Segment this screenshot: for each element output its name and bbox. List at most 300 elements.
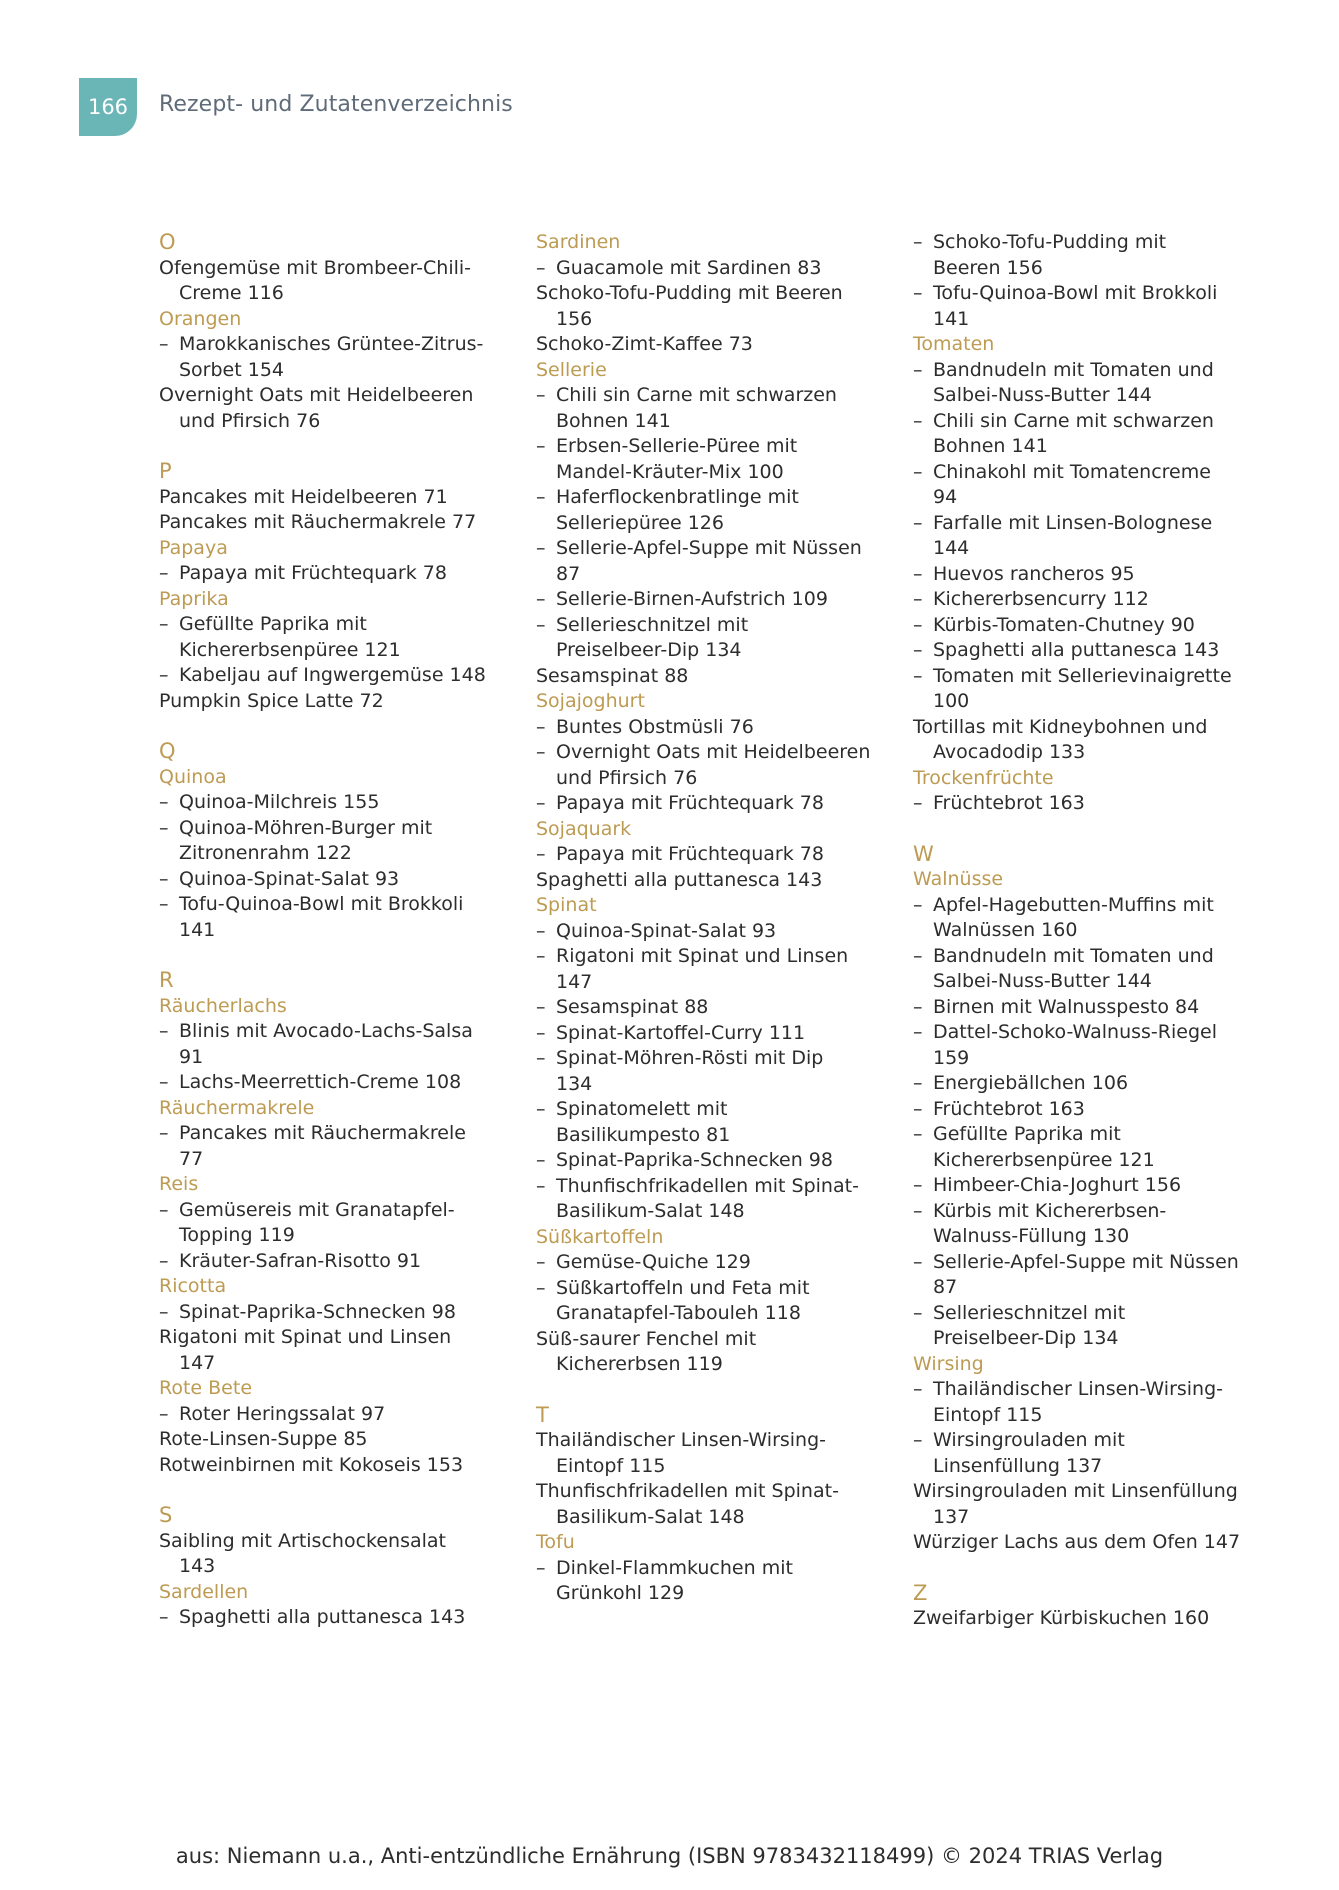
section-letter: Q <box>159 739 176 763</box>
section-gap <box>159 714 494 739</box>
recipe-subentry <box>536 995 871 1021</box>
recipe-subentry-line: Quinoa-Möhren-Burger mit <box>179 816 433 839</box>
dash-marker <box>536 1581 556 1607</box>
recipe-subentry-row <box>536 434 871 460</box>
dash-marker <box>536 460 556 486</box>
recipe-subentry-row <box>913 1020 1248 1046</box>
recipe-subentry-line: Kräuter-Safran-Risotto 91 <box>179 1249 422 1272</box>
dash-marker: – <box>536 1021 546 1044</box>
recipe-subentry-row <box>913 1326 1248 1352</box>
dash-marker: – <box>159 1300 169 1323</box>
dash-marker: – <box>159 1071 169 1093</box>
dash-marker: – <box>536 1276 546 1299</box>
recipe-subentry-line: Gefüllte Paprika mit <box>933 1123 1121 1145</box>
recipe-subentry-line: Tomaten mit Sellerievinaigrette <box>933 664 1232 687</box>
dash-marker: – <box>159 893 169 915</box>
recipe-subentry <box>536 536 871 587</box>
recipe-subentry-row <box>913 1403 1248 1429</box>
recipe-subentry <box>159 1070 494 1096</box>
recipe-subentry-row <box>913 307 1248 333</box>
recipe-subentry-line: Tofu-Quinoa-Bowl mit Brokkoli <box>179 893 464 915</box>
recipe-subentry-line: Thunfischfrikadellen mit Spinat- <box>556 1174 859 1197</box>
dash-marker <box>913 689 933 715</box>
ingredient-category: Spinat <box>536 894 597 916</box>
recipe-subentry-row <box>159 1045 494 1071</box>
recipe-subentry-row <box>536 536 871 562</box>
dash-marker: – <box>159 1020 169 1042</box>
dash-marker: – <box>913 1429 923 1451</box>
recipe-subentry <box>536 944 871 995</box>
recipe-subentry-line: Spinat-Kartoffel-Curry 111 <box>556 1021 806 1044</box>
recipe-subentry-line: Quinoa-Milchreis 155 <box>179 791 380 813</box>
recipe-subentry <box>913 409 1248 460</box>
dash-marker <box>536 1072 556 1098</box>
dash-marker <box>159 918 179 944</box>
recipe-subentry-row <box>536 995 871 1021</box>
recipe-subentry-row <box>159 1300 494 1326</box>
dash-marker: – <box>536 486 546 508</box>
recipe-subentry-row <box>913 1097 1248 1123</box>
recipe-subentry-line: Gemüsereis mit Granatapfel- <box>179 1198 455 1221</box>
recipe-subentry <box>536 613 871 664</box>
recipe-subentry-line: 94 <box>933 486 958 508</box>
recipe-subentry-line: 87 <box>933 1276 958 1298</box>
recipe-subentry-line: Bohnen 141 <box>556 409 671 432</box>
recipe-entry-line: Sesamspinat 88 <box>536 664 689 687</box>
recipe-subentry <box>159 1198 494 1249</box>
dash-marker <box>913 256 933 282</box>
dash-marker <box>913 1275 933 1301</box>
recipe-subentry <box>913 944 1248 995</box>
page-title: Rezept- und Zutatenverzeichnis <box>159 92 513 117</box>
recipe-subentry-line: Papaya mit Früchtequark 78 <box>556 843 824 865</box>
recipe-subentry-line: Farfalle mit Linsen-Bolognese <box>933 511 1213 534</box>
recipe-subentry-line: 134 <box>556 1072 593 1095</box>
recipe-entry-line: Rote-Linsen-Suppe 85 <box>159 1428 368 1450</box>
dash-marker: – <box>536 715 546 738</box>
recipe-entry <box>159 256 494 307</box>
recipe-subentry-line: 77 <box>179 1147 204 1170</box>
recipe-entry <box>536 868 871 894</box>
recipe-subentry <box>913 1097 1248 1123</box>
dash-marker: – <box>536 996 546 1018</box>
recipe-subentry-line: Papaya mit Früchtequark 78 <box>556 792 824 814</box>
recipe-subentry <box>913 1428 1248 1479</box>
section-gap <box>159 434 494 459</box>
recipe-subentry-line: Lachs-Meerrettich-Creme 108 <box>179 1071 462 1093</box>
dash-marker <box>913 536 933 562</box>
recipe-subentry-line: Preiselbeer-Dip 134 <box>556 639 742 661</box>
recipe-subentry-line: Rigatoni mit Spinat und Linsen <box>556 945 849 967</box>
recipe-subentry-line: Dinkel-Flammkuchen mit <box>556 1556 793 1579</box>
recipe-subentry-line: Sorbet 154 <box>179 358 285 381</box>
recipe-subentry-row <box>536 791 871 817</box>
recipe-subentry-row <box>536 1250 871 1276</box>
recipe-subentry-row <box>913 485 1248 511</box>
recipe-subentry-row <box>536 1276 871 1302</box>
ingredient-category: Sojaquark <box>536 817 632 840</box>
recipe-subentry-line: Huevos rancheros 95 <box>933 562 1135 585</box>
recipe-entry-line: Pancakes mit Räuchermakrele 77 <box>159 511 477 533</box>
dash-marker: – <box>159 791 169 813</box>
dash-marker: – <box>159 816 169 839</box>
recipe-entry-line: Eintopf 115 <box>556 1454 666 1477</box>
dash-marker <box>913 1454 933 1480</box>
recipe-entry <box>913 715 1248 766</box>
recipe-subentry-row <box>913 689 1248 715</box>
page-number-badge: 166 <box>79 78 137 136</box>
dash-marker <box>536 409 556 435</box>
recipe-subentry <box>536 1174 871 1225</box>
section-letter: Z <box>913 1580 928 1605</box>
section-gap <box>913 1556 1248 1581</box>
section-letter: R <box>159 968 174 992</box>
recipe-subentry <box>536 1148 871 1174</box>
recipe-subentry-row <box>913 969 1248 995</box>
recipe-subentry-line: Dattel-Schoko-Walnuss-Riegel <box>933 1021 1217 1043</box>
dash-marker <box>913 307 933 333</box>
recipe-entry <box>159 383 494 434</box>
ingredient-category: Paprika <box>159 587 229 610</box>
recipe-entry <box>913 1606 1248 1632</box>
recipe-subentry <box>913 1122 1248 1173</box>
recipe-subentry-row <box>536 715 871 741</box>
dash-marker <box>536 970 556 996</box>
recipe-entry-line: Ofengemüse mit Brombeer-Chili- <box>159 256 472 279</box>
recipe-subentry-row <box>536 1556 871 1582</box>
recipe-subentry <box>913 230 1248 281</box>
index-column-3 <box>913 230 1248 1632</box>
dash-marker: – <box>536 537 546 559</box>
dash-marker: – <box>536 945 546 967</box>
dash-marker: – <box>159 664 169 686</box>
recipe-subentry-row <box>913 1250 1248 1276</box>
dash-marker <box>913 434 933 460</box>
ingredient-category: Rote Bete <box>159 1377 253 1399</box>
recipe-subentry-row <box>536 638 871 664</box>
dash-marker <box>159 358 179 384</box>
recipe-subentry-line: Granatapfel-Tabouleh 118 <box>556 1302 801 1324</box>
dash-marker: – <box>536 919 546 942</box>
recipe-subentry <box>159 561 494 587</box>
ingredient-category: Sardellen <box>159 1580 249 1603</box>
recipe-subentry <box>913 460 1248 511</box>
recipe-subentry <box>913 613 1248 639</box>
dash-marker: – <box>536 1556 546 1579</box>
recipe-subentry-row <box>536 1199 871 1225</box>
dash-marker: – <box>913 511 923 534</box>
recipe-subentry-row <box>913 434 1248 460</box>
recipe-entry-line: Schoko-Tofu-Pudding mit Beeren <box>536 282 843 304</box>
recipe-subentry-line: Chili sin Carne mit schwarzen <box>556 384 837 406</box>
recipe-entry <box>536 1479 871 1530</box>
recipe-subentry <box>159 332 494 383</box>
recipe-subentry <box>913 562 1248 588</box>
recipe-subentry-line: Früchtebrot 163 <box>933 792 1085 814</box>
recipe-subentry <box>536 1276 871 1327</box>
recipe-subentry-line: Gefüllte Paprika mit <box>179 613 367 635</box>
recipe-subentry-row <box>913 1275 1248 1301</box>
recipe-subentry-line: Spinat-Möhren-Rösti mit Dip <box>556 1047 824 1069</box>
dash-marker: – <box>913 1250 923 1273</box>
dash-marker: – <box>913 944 923 967</box>
recipe-subentry-line: Quinoa-Spinat-Salat 93 <box>556 919 777 942</box>
recipe-entry <box>159 1529 494 1580</box>
recipe-subentry <box>913 638 1248 664</box>
recipe-entry <box>913 1530 1248 1556</box>
recipe-entry-line: Wirsingrouladen mit Linsenfüllung <box>913 1480 1238 1502</box>
recipe-subentry-row <box>913 230 1248 256</box>
recipe-subentry-line: Gemüse-Quiche 129 <box>556 1251 751 1273</box>
dash-marker: – <box>159 1249 169 1272</box>
dash-marker: – <box>913 409 923 432</box>
recipe-subentry-row <box>913 1454 1248 1480</box>
dash-marker: – <box>913 1072 923 1094</box>
recipe-subentry <box>536 434 871 485</box>
ingredient-category: Sojajoghurt <box>536 690 645 712</box>
recipe-subentry-line: Süßkartoffeln und Feta mit <box>556 1276 810 1299</box>
recipe-subentry-row <box>913 358 1248 384</box>
recipe-subentry-line: Früchtebrot 163 <box>933 1097 1085 1120</box>
recipe-subentry-row <box>536 970 871 996</box>
dash-marker: – <box>536 1047 546 1069</box>
dash-marker <box>913 969 933 995</box>
recipe-subentry-row <box>159 867 494 893</box>
recipe-subentry-line: 87 <box>556 562 581 585</box>
recipe-subentry-row <box>536 613 871 639</box>
recipe-subentry <box>536 791 871 817</box>
dash-marker <box>913 1326 933 1352</box>
recipe-subentry-line: 91 <box>179 1045 204 1068</box>
recipe-subentry-line: Sesamspinat 88 <box>556 996 709 1018</box>
dash-marker <box>913 1046 933 1072</box>
recipe-subentry-row <box>913 256 1248 282</box>
recipe-subentry-row <box>913 1173 1248 1199</box>
section-gap <box>159 1478 494 1503</box>
recipe-subentry-row <box>159 1070 494 1096</box>
recipe-subentry-line: Kürbis-Tomaten-Chutney 90 <box>933 613 1195 636</box>
recipe-subentry-row <box>159 1249 494 1275</box>
recipe-subentry-row <box>913 944 1248 970</box>
recipe-subentry-line: Eintopf 115 <box>933 1403 1043 1426</box>
ingredient-category: Papaya <box>159 536 228 559</box>
dash-marker: – <box>159 1198 169 1221</box>
recipe-subentry-row <box>913 995 1248 1021</box>
recipe-subentry <box>913 587 1248 613</box>
recipe-subentry-row <box>536 485 871 511</box>
recipe-subentry <box>536 1097 871 1148</box>
dash-marker <box>536 1199 556 1225</box>
recipe-subentry-line: Roter Heringssalat 97 <box>179 1402 386 1425</box>
dash-marker <box>159 638 179 664</box>
dash-marker: – <box>536 1251 546 1273</box>
dash-marker: – <box>159 562 169 584</box>
recipe-subentry-line: Zitronenrahm 122 <box>179 842 352 864</box>
recipe-subentry <box>913 1301 1248 1352</box>
dash-marker: – <box>913 613 923 636</box>
recipe-subentry-line: Sellerie-Birnen-Aufstrich 109 <box>556 588 828 610</box>
dash-marker: – <box>159 613 169 635</box>
recipe-subentry <box>536 919 871 945</box>
dash-marker <box>536 511 556 537</box>
recipe-subentry-row <box>913 409 1248 435</box>
recipe-subentry-line: 141 <box>179 918 216 941</box>
recipe-subentry-row <box>536 740 871 766</box>
section-letter: S <box>159 1503 173 1527</box>
dash-marker <box>536 562 556 588</box>
ingredient-category: Tomaten <box>913 333 995 355</box>
recipe-entry <box>159 1325 494 1376</box>
recipe-subentry-line: Mandel-Kräuter-Mix 100 <box>556 460 784 483</box>
recipe-subentry-line: Papaya mit Früchtequark 78 <box>179 562 447 584</box>
recipe-subentry-row <box>536 766 871 792</box>
ingredient-category: Orangen <box>159 307 242 330</box>
recipe-entry-line: 156 <box>556 307 593 330</box>
recipe-subentry-line: Guacamole mit Sardinen 83 <box>556 256 822 279</box>
dash-marker <box>159 1223 179 1249</box>
source-footer: aus: Niemann u.a., Anti-entzündliche Ernährung (ISBN 9783432118499) © 2024 TRIAS Verlag <box>175 1844 1164 1868</box>
ingredient-category: Walnüsse <box>913 868 1004 890</box>
recipe-entry-line: 143 <box>179 1555 216 1577</box>
recipe-subentry-row <box>536 409 871 435</box>
ingredient-category: Süßkartoffeln <box>536 1225 664 1248</box>
recipe-entry-line: Creme 116 <box>179 282 284 304</box>
recipe-subentry-row <box>913 1122 1248 1148</box>
dash-marker: – <box>536 792 546 814</box>
recipe-entry-line: Thailändischer Linsen-Wirsing- <box>536 1429 827 1451</box>
dash-marker: – <box>913 639 923 661</box>
dash-marker: – <box>159 333 169 355</box>
dash-marker <box>913 485 933 511</box>
recipe-subentry-row <box>159 358 494 384</box>
recipe-entry-line: Tortillas mit Kidneybohnen und <box>913 715 1208 738</box>
recipe-subentry <box>159 663 494 689</box>
recipe-subentry-line: 100 <box>933 690 970 712</box>
recipe-subentry <box>159 816 494 867</box>
dash-marker <box>536 1301 556 1327</box>
dash-marker: – <box>913 1021 923 1043</box>
recipe-subentry-line: Schoko-Tofu-Pudding mit <box>933 231 1167 253</box>
recipe-subentry <box>536 842 871 868</box>
recipe-entry <box>536 664 871 690</box>
recipe-subentry-line: Basilikumpesto 81 <box>556 1123 731 1146</box>
recipe-subentry-line: Bandnudeln mit Tomaten und <box>933 944 1214 967</box>
recipe-entry-line: Kichererbsen 119 <box>556 1353 723 1375</box>
recipe-subentry <box>913 791 1248 817</box>
recipe-subentry <box>159 1300 494 1326</box>
section-gap <box>913 817 1248 842</box>
recipe-subentry-row <box>913 511 1248 537</box>
ingredient-category: Sardinen <box>536 231 621 253</box>
recipe-subentry-row <box>536 1581 871 1607</box>
dash-marker <box>536 638 556 664</box>
dash-marker: – <box>159 1402 169 1425</box>
recipe-subentry-row <box>159 1121 494 1147</box>
recipe-entry-line: Schoko-Zimt-Kaffee 73 <box>536 333 753 355</box>
recipe-subentry-line: Pancakes mit Räuchermakrele <box>179 1122 466 1144</box>
recipe-subentry-line: Marokkanisches Grüntee-Zitrus- <box>179 333 484 355</box>
recipe-entry <box>536 281 871 332</box>
recipe-subentry-row <box>913 893 1248 919</box>
recipe-subentry-line: und Pfirsich 76 <box>556 766 698 789</box>
dash-marker: – <box>913 664 923 687</box>
recipe-subentry-line: Spaghetti alla puttanesca 143 <box>179 1606 466 1628</box>
recipe-subentry-row <box>159 1019 494 1045</box>
recipe-subentry-row <box>536 842 871 868</box>
recipe-subentry-row <box>913 664 1248 690</box>
recipe-subentry-line: Birnen mit Walnusspesto 84 <box>933 995 1200 1018</box>
dash-marker: – <box>159 1122 169 1144</box>
recipe-subentry-line: Tofu-Quinoa-Bowl mit Brokkoli <box>933 282 1218 304</box>
dash-marker: – <box>913 1123 923 1145</box>
dash-marker: – <box>536 843 546 865</box>
recipe-subentry-row <box>159 1605 494 1631</box>
recipe-subentry-row <box>536 919 871 945</box>
recipe-subentry-row <box>913 791 1248 817</box>
recipe-entry-line: Rigatoni mit Spinat und Linsen <box>159 1326 452 1348</box>
recipe-subentry-line: Spinat-Paprika-Schnecken 98 <box>556 1149 833 1171</box>
recipe-subentry-line: 159 <box>933 1046 970 1069</box>
recipe-subentry-row <box>913 613 1248 639</box>
ingredient-category: Sellerie <box>536 358 607 381</box>
dash-marker: – <box>536 741 546 763</box>
section-letter: P <box>159 459 172 483</box>
recipe-subentry <box>159 867 494 893</box>
recipe-subentry-row <box>913 587 1248 613</box>
recipe-subentry <box>536 587 871 613</box>
recipe-subentry-line: Spinat-Paprika-Schnecken 98 <box>179 1300 456 1323</box>
recipe-subentry-row <box>536 1021 871 1047</box>
recipe-subentry-line: Topping 119 <box>179 1224 295 1246</box>
dash-marker: – <box>913 562 923 585</box>
recipe-subentry-line: Kichererbsenpüree 121 <box>933 1148 1155 1171</box>
recipe-subentry-row <box>913 460 1248 486</box>
recipe-subentry-row <box>913 536 1248 562</box>
recipe-subentry-line: 147 <box>556 970 593 993</box>
recipe-subentry <box>536 1556 871 1607</box>
recipe-subentry-line: Apfel-Hagebutten-Muffins mit <box>933 893 1214 916</box>
recipe-subentry <box>536 383 871 434</box>
ingredient-category: Räucherlachs <box>159 994 287 1017</box>
recipe-entry-line: Zweifarbiger Kürbiskuchen 160 <box>913 1607 1210 1629</box>
recipe-subentry-row <box>159 561 494 587</box>
recipe-subentry-row <box>536 562 871 588</box>
recipe-entry <box>536 1327 871 1378</box>
recipe-subentry <box>536 1250 871 1276</box>
recipe-subentry-row <box>536 944 871 970</box>
dash-marker: – <box>913 1301 923 1324</box>
recipe-subentry-line: Kürbis mit Kichererbsen- <box>933 1199 1167 1222</box>
recipe-subentry-line: Basilikum-Salat 148 <box>556 1200 745 1222</box>
ingredient-category: Wirsing <box>913 1352 984 1375</box>
dash-marker: – <box>913 792 923 814</box>
recipe-entry-line: Pancakes mit Heidelbeeren 71 <box>159 485 448 508</box>
section-letter: W <box>913 841 934 866</box>
recipe-entry-line: Spaghetti alla puttanesca 143 <box>536 868 823 891</box>
recipe-subentry-row <box>159 332 494 358</box>
recipe-subentry-row <box>913 1199 1248 1225</box>
recipe-entry <box>913 1479 1248 1530</box>
recipe-subentry-row <box>913 281 1248 307</box>
dash-marker <box>159 841 179 867</box>
dash-marker: – <box>536 1149 546 1171</box>
recipe-subentry <box>159 1605 494 1631</box>
recipe-subentry-line: 141 <box>933 307 970 330</box>
recipe-subentry-line: Kichererbsencurry 112 <box>933 588 1149 610</box>
recipe-subentry-line: 144 <box>933 537 970 559</box>
recipe-subentry-row <box>159 816 494 842</box>
recipe-subentry <box>913 664 1248 715</box>
